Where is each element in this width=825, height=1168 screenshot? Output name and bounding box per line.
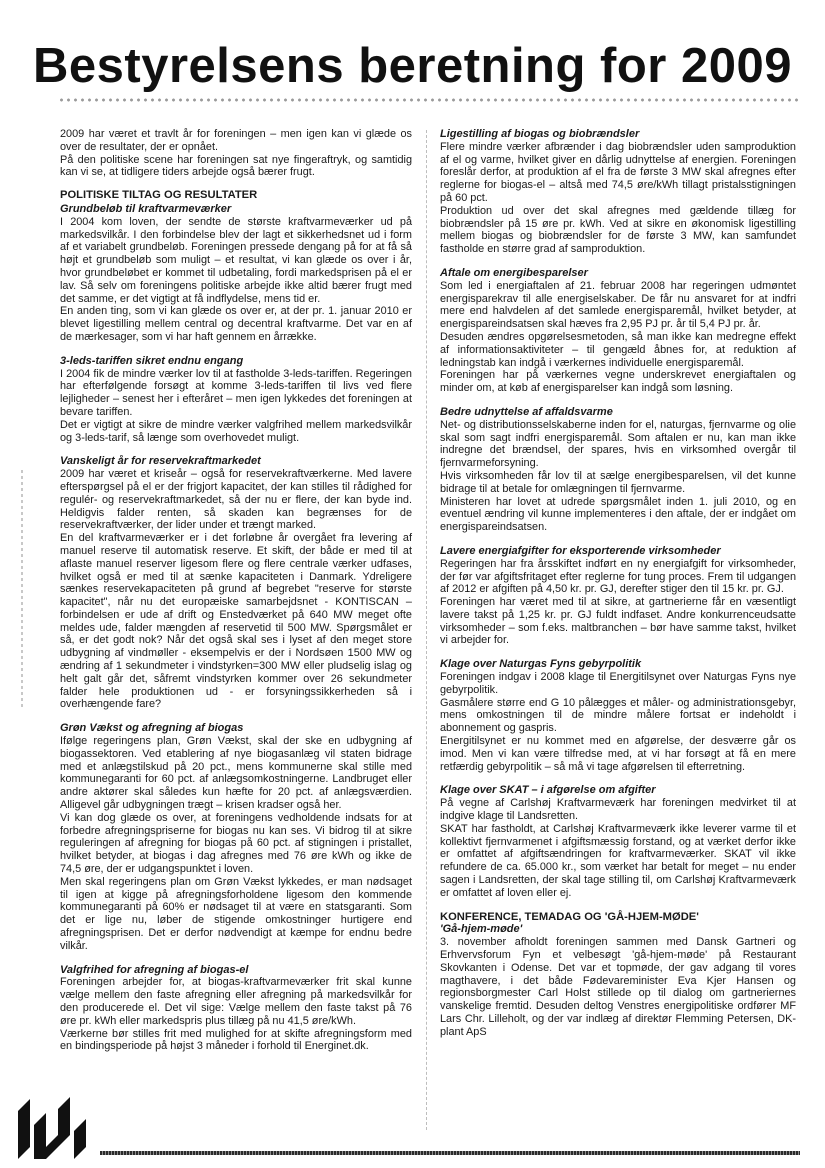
section-heading: Ligestilling af biogas og biobrændsler xyxy=(440,128,640,140)
section-grundbeloeb xyxy=(60,203,412,344)
section-affaldsvarme xyxy=(440,406,796,534)
paragraph: Men skal regeringens plan om Grøn Vækst lykkedes, er man nødsaget til igen at kigge på afregningsforholdene ligesom den kommende kommunegaranti på 60% er nødsaget til at være en statsgaranti. Som det er lige nu, løber de stigende omkostninger hurtigere end afregningsprisen. Det er derfor nødvendigt at kæmpe for endnu bedre vilkår. xyxy=(60,875,412,952)
section-heading: Grundbeløb til kraftvarmeværker xyxy=(60,202,232,215)
publisher-logo xyxy=(16,1095,88,1161)
dotted-rule xyxy=(58,97,798,103)
paragraph: 2009 har været et kriseår – også for reservekraftværkerne. Med lavere efterspørgsel på el er der frigjort kapacitet, der kan stilles til rådighed for regulér- og reservekraftmarkedet, så der nu er flere, der kan byde ind. Heldigvis falder renten, så skaden kan begrænses for de reservekraftværker, der lider under et trængt marked. xyxy=(60,468,412,532)
paragraph: Net- og distributionsselskaberne inden for el, naturgas, fjernvarme og olie skal som sagt indfri energisparemål. Som aftalen er nu, kan man ikke indregne det brændsel, der spares, hvis en virksomhed overgår til fjernvarmeforsyning. xyxy=(440,418,796,470)
margin-mark xyxy=(21,470,23,710)
section-valgfrihed xyxy=(60,964,412,1054)
paragraph: SKAT har fastholdt, at Carlshøj Kraftvarmeværk ikke leverer varme til et kollektivt fjernvarmenet i afgiftsmæssig forstand, og at værket derfor ikke er omfattet af afgiftsændringen for kraftvarmeværker. SKAT vil ikke refundere de ca. 65.000 kr., som værket har betalt for meget – nu ender sagen i Landsretten, der skal tage stilling til, om Carlshøj Kraftvarmeværk er omfattet af loven eller ej. xyxy=(440,822,796,899)
section-heading: Grøn Vækst og afregning af biogas xyxy=(60,722,244,735)
section-heading: Lavere energiafgifter for eksporterende virksomheder xyxy=(440,544,721,557)
paragraph: Gasmålere større end G 10 pålægges et måler- og administrationsgebyr, mens omkostningen til de mindre målere fortsat er indeholdt i abonnement og gaspris. xyxy=(440,696,796,735)
paragraph: En del kraftvarmeværker er i det forløbne år overgået fra levering af manuel reserve til automatisk reserve. Et skift, der både er med til at aflaste manuel reserver ligesom flere og flere centrale værker udfases, hvilket også er med til at sænke kapaciteten i Danmark. Ydreligere sænkes reservekapaciteten på grund af begrebet "reserve for største kapacitet", når nu det europæiske samarbejdsnet - KONTISCAN –forbindelsen er ude af drift og Enstedværket på 640 MW meget ofte meldes ude, falder mængden af reservetid til 500 MW. Spørgsmålet er så, er det godt nok? Når det også skal ses i lyset af den meget store udbygning af vindmøller - eksempelvis er der i Nordsøen 1500 MW og ændring af 1 sekundmeter i vindstyrken=300 MW eller pludselig islag og helt galt går det, såfremt vindstyrken kommer over 26 sekundmeter falder hele produktionen ud - er forsyningssikkerheden så i overhængende fare? xyxy=(60,532,412,711)
paragraph: I 2004 kom loven, der sendte de største kraftvarmeværker ud på markedsvilkår. I den forbindelse blev der lagt et sikkerhedsnet ud i form af et variabelt grundbeløb. Foreningen pressede dengang på for at få så højt et grundbeløb som muligt – et resultat, vi kan glæde os over i år, hvor grundbeløbet er kommet til udbetaling, fordi markedsprisen på el er lav. Så selv om foreningens politiske arbejde ikke altid bærer frugt med det samme, er det vigtigt at få indflydelse, mens tid er. xyxy=(60,215,412,305)
paragraph: En anden ting, som vi kan glæde os over er, at der pr. 1. januar 2010 er blevet ligestilling mellem central og decentral kraftvarme. Det var en af de mærkesager, som vi har haft gennem en årrække. xyxy=(60,305,412,343)
paragraph: Vi kan dog glæde os over, at foreningens vedholdende indsats for at forbedre afregningspriserne for biogas nu kan ses. Vi bidrog til at sikre reguleringen af afregning for biogas på 60 pct. af stigningen i pristallet, hvilket betyder, at biogas i dag afregnes med 76 øre kWh og ikke de 74,5 øre, der er udgangspunktet i loven. xyxy=(60,811,412,876)
page-title: Bestyrelsens beretning for 2009 xyxy=(33,39,792,93)
section-skat xyxy=(440,784,796,899)
paragraph: Ministeren har lovet at udrede spørgsmålet inden 1. juli 2010, og en eventuel ændring vil kunne implementeres i den aftale, der er indgået om energispareindsatsen. xyxy=(440,495,796,534)
section-ligestilling xyxy=(440,128,796,256)
section-heading: 3-leds-tariffen sikret endnu engang xyxy=(60,354,244,367)
paragraph: Foreningen har på værkernes vegne underskrevet energiaftalen og minder om, at køb af energisparelser kan indgå som løsning. xyxy=(440,369,796,395)
right-column xyxy=(440,128,796,1039)
paragraph: Foreningen arbejder for, at biogas-kraftvarmeværker frit skal kunne vælge mellem den faste afregning eller afregning på markedsvilkår for den producerede el. Det vil sige: Vælge mellem den faste takst på 76 øre pr. kWh eller markedspris plus tillæg på nu 41,5 øre/kWh. xyxy=(60,976,412,1027)
section-naturgas-fyn xyxy=(440,658,796,773)
conference-subheading: 'Gå-hjem-møde' xyxy=(440,923,523,936)
section-groen-vaekst xyxy=(60,722,412,952)
paragraph: 3. november afholdt foreningen sammen med Dansk Gartneri og Erhvervsforum Fyn et velbesøgt 'gå-hjem-møde' på Restaurant Skovkanten i Odense. Det var et topmøde, der gav adgang til vores magthavere, i det både Fødevareminister Eva Kjer Hansen og regionsborgmester Carl Holst stillede op til dialog om gartneriernes vanskelige fremtid. Desuden deltog Venstres energipolitiske ordfører MF Lars Chr. Lilleholt, og der var indlæg af direktør Flemming Petersen, DK-plant ApS xyxy=(440,936,796,1038)
section-conference xyxy=(440,911,796,1039)
paragraph: Foreningen indgav i 2008 klage til Energitilsynet over Naturgas Fyns nye gebyrpolitik. xyxy=(440,671,796,696)
section-heading: Aftale om energibesparelser xyxy=(440,266,588,279)
paragraph: Det er vigtigt at sikre de mindre værker valgfrihed mellem markedsvilkår og 3-leds-tarif, så længe som overhovedet muligt. xyxy=(60,418,412,444)
section-energibesparelser xyxy=(440,267,796,395)
paragraph: Hvis virksomheden får lov til at sælge energibesparelsen, vil det kunne bidrage til at betale for omlægningen til fjernvarme. xyxy=(440,469,796,495)
section-heading: Vanskeligt år for reservekraftmarkedet xyxy=(60,455,261,468)
section-heading: Bedre udnyttelse af affaldsvarme xyxy=(440,405,613,418)
paragraph: Produktion ud over det skal afregnes med gældende tillæg for biobrændsler på 15 øre pr. kWh. Ved at sikre en økonomisk ligestilling mellem biogas og biobrændsler for de første 3 MW, kan samfundet fastholde en større grad af samproduktion. xyxy=(440,204,796,256)
paragraph: Ifølge regeringens plan, Grøn Vækst, skal der ske en udbygning af biogassektoren. Ved etablering af nye biogasanlæg vil staten bidrage med et anlægstilskud på 20 pct., mens kommunerne skal stille med kommunegaranti for 60 pct. af anlægsomkostningerne. Landbruget eller andre aktører skal således kun hæfte for 20 pct. af anlægsværdien. Alligevel går udbygningen trægt – krisen kradser også her. xyxy=(60,735,412,812)
intro-paragraph: 2009 har været et travlt år for foreningen – men igen kan vi glæde os over de resultater, der er opnået. xyxy=(60,128,412,153)
paragraph: Foreningen har været med til at sikre, at gartnerierne får en væsentligt lavere takst på 1,25 kr. pr. GJ fuldt indfaset. Andre konkurrenceudsatte virksomheder – som f.eks. maltbranchen – bør have samme takst, hvilket vi arbejder for. xyxy=(440,596,796,647)
section-heading: Klage over SKAT – i afgørelse om afgifter xyxy=(440,784,656,797)
paragraph: Flere mindre værker afbrænder i dag biobrændsler uden samproduktion af el og varme, hvilket giver en dårlig udnyttelse af energien. Foreningen foreslår derfor, at produktion af el fra de første 3 MW skal afregnes efter reglerne for biogas-el – altså med 74,5 øre/kWh tillagt pristalsstigningen på 60 pct. xyxy=(440,140,796,204)
left-column xyxy=(60,128,412,1053)
paragraph: Værkerne bør stilles frit med mulighed for at skifte afregningsform med en bindingsperiode på højst 3 måneder i forhold til Energinet.dk. xyxy=(60,1027,412,1053)
intro-paragraph: På den politiske scene har foreningen sat nye fingeraftryk, og samtidig kan vi se, at tidligere tiders arbejde også bærer frugt. xyxy=(60,153,412,179)
section-heading: Klage over Naturgas Fyns gebyrpolitik xyxy=(440,658,642,671)
column-divider xyxy=(426,130,427,1130)
paragraph: Som led i energiaftalen af 21. februar 2008 har regeringen udmøntet energisparekrav til alle energiselskaber. De får nu ansvaret for at indfri mere end halvdelen af det samlede energisparemål, hvilket betyder, at energispareindsatsen skal hæves fra 2,95 PJ pr. år til 5,4 PJ pr. år. xyxy=(440,279,796,331)
section-heading: Valgfrihed for afregning af biogas-el xyxy=(60,963,249,976)
section-3-leds-tarif xyxy=(60,355,412,445)
conference-heading: KONFERENCE, TEMADAG OG 'GÅ-HJEM-MØDE' xyxy=(440,910,699,923)
section-main-heading: POLITISKE TILTAG OG RESULTATER xyxy=(60,189,258,202)
paragraph: I 2004 fik de mindre værker lov til at fastholde 3-leds-tariffen. Regeringen har efterfølgende forsøgt at komme 3-leds-tariffen til livs ved flere lejligheder – senest her i efteråret – men igen lykkedes det foreningen at bevare tariffen. xyxy=(60,367,412,418)
paragraph: På vegne af Carlshøj Kraftvarmeværk har foreningen medvirket til at indgive klage til Landsretten. xyxy=(440,797,796,823)
bottom-rule xyxy=(100,1151,800,1155)
section-reservekraft xyxy=(60,455,412,711)
paragraph: Regeringen har fra årsskiftet indført en ny energiafgift for virksomheder, der før var afgiftsfritaget efter reglerne for tung proces. Frem til udgangen af 2012 er afgiften på 4,50 kr. pr. GJ, derefter stiger den til 15 kr. pr. GJ. xyxy=(440,557,796,596)
section-energiafgifter xyxy=(440,545,796,647)
intro xyxy=(60,128,412,179)
paragraph: Energitilsynet er nu kommet med en afgørelse, der desværre går os imod. Men vi kan være tilfredse med, at vi har forsøgt at få en mere retfærdig gebyrpolitik – så må vi tage afgørelsen til efterretning. xyxy=(440,735,796,773)
paragraph: Desuden ændres opgørelsesmetoden, så man ikke kan medregne effekt af informationsaktiviteter – til gengæld åbnes for, at reduktion af ledningstab kan indgå i værkernes individuelle energisparemål. xyxy=(440,330,796,369)
